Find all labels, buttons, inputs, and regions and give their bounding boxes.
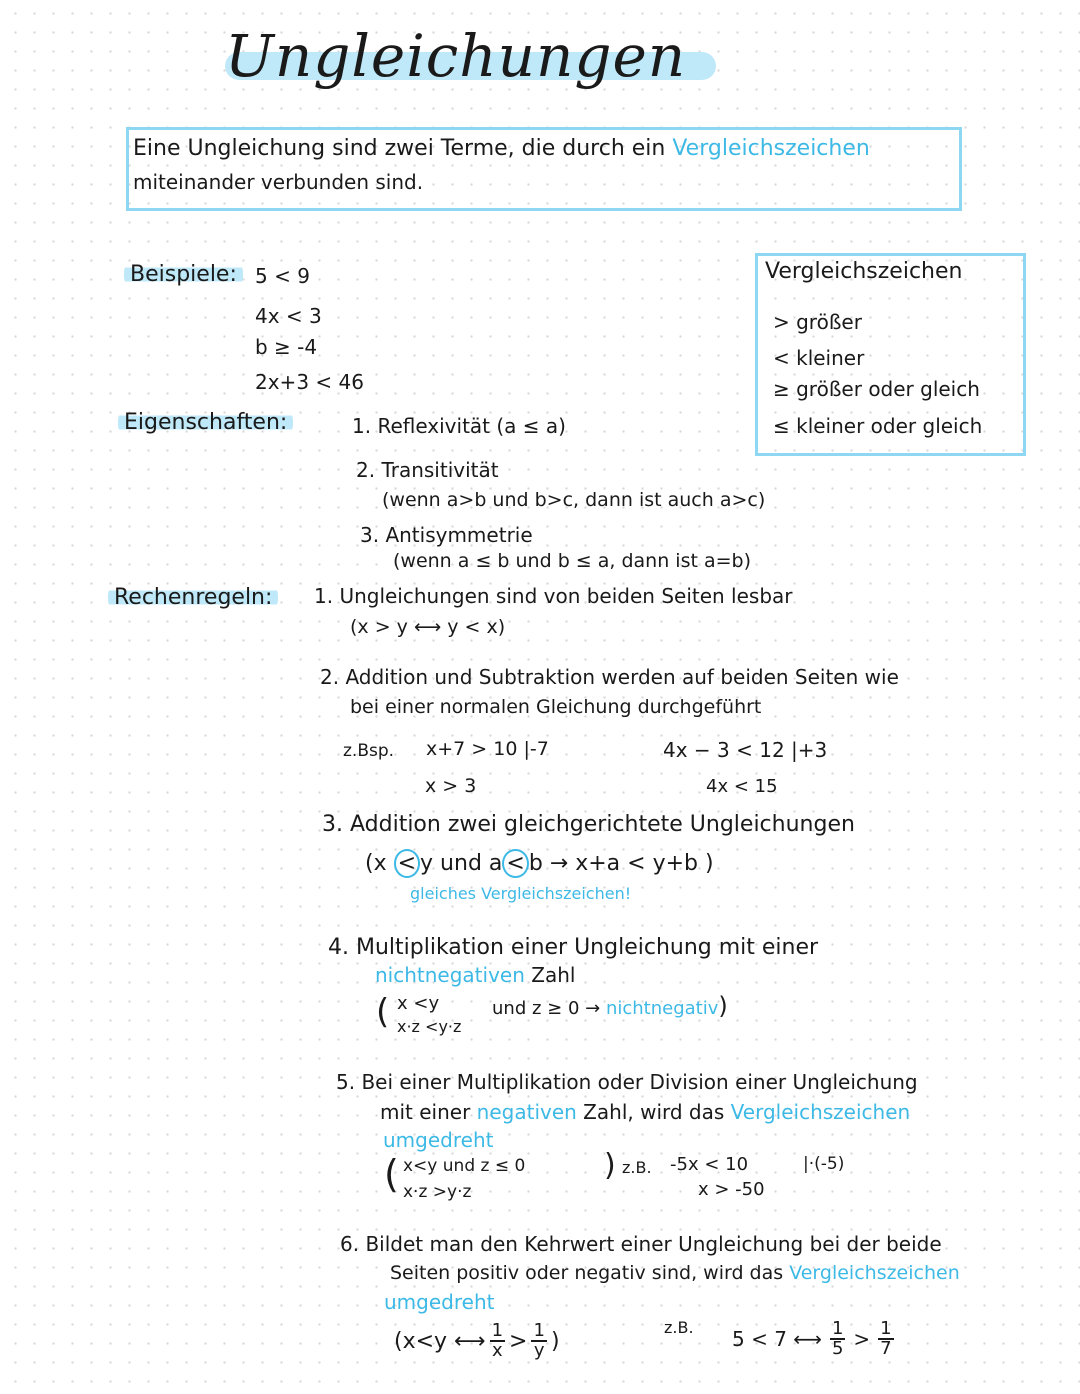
rule-4-line-2: nichtnegativen Zahl — [375, 963, 576, 987]
comparison-item: ≤ kleiner oder gleich — [773, 414, 983, 438]
definition-line-2: miteinander verbunden sind. — [133, 170, 424, 194]
example-item: 2x+3 < 46 — [255, 370, 364, 394]
rule-5-example-label: z.B. — [622, 1158, 652, 1177]
rule-5-example-op: |·(-5) — [803, 1154, 845, 1174]
rule-6-line-2: Seiten positiv oder negativ sind, wird das Vergleichszeichen — [390, 1262, 960, 1284]
rule-2-example-2a: 4x − 3 < 12 |+3 — [663, 738, 828, 762]
example-item: 5 < 9 — [255, 264, 310, 288]
page-title: Ungleichungen — [225, 22, 686, 90]
example-item: b ≥ -4 — [255, 335, 318, 359]
rule-2-example-1b: x > 3 — [425, 775, 477, 797]
rule-2-example-label: z.Bsp. — [343, 741, 395, 761]
fraction: $\frac{1}{x}$ — [491, 1320, 504, 1361]
rule-6-formula: (x<y ⟷ $\frac{1}{x}$ > $\frac{1}{y}$ ) — [394, 1320, 560, 1361]
property-2: 2. Transitivität — [356, 458, 499, 482]
rule-5-cond-a: x<y und z ≤ 0 — [403, 1156, 526, 1176]
rule-2-example-2b: 4x < 15 — [706, 776, 778, 797]
example-item: 4x < 3 — [255, 304, 322, 328]
rule-3-formula: (x < y und a < b → x+a < y+b ) — [365, 851, 714, 876]
rule-5-line-1: 5. Bei einer Multiplikation oder Division einer Ungleichung — [336, 1070, 918, 1094]
rule-5-brace-right: ) — [604, 1148, 616, 1183]
comparison-item: ≥ größer oder gleich — [773, 377, 980, 401]
rule-3-note: gleiches Vergleichszeichen! — [410, 884, 632, 903]
fraction: $\frac{1}{5}$ — [831, 1318, 844, 1359]
circled-sign: < — [394, 849, 420, 878]
rule-6-example: 5 < 7 ⟷ $\frac{1}{5}$ > $\frac{1}{7}$ — [732, 1318, 892, 1359]
property-3-detail: (wenn a ≤ b und b ≤ a, dann ist a=b) — [393, 550, 752, 572]
rule-5-line-2: mit einer negativen Zahl, wird das Vergleichszeichen — [380, 1100, 911, 1124]
property-2-detail: (wenn a>b und b>c, dann ist auch a>c) — [382, 489, 766, 511]
property-3: 3. Antisymmetrie — [360, 523, 533, 547]
examples-label: Beispiele: — [124, 262, 243, 287]
rule-1: 1. Ungleichungen sind von beiden Seiten lesbar — [314, 584, 793, 608]
comparison-box-title: Vergleichszeichen — [765, 259, 963, 284]
rule-6-line-3: umgedreht — [384, 1290, 495, 1314]
fraction: $\frac{1}{y}$ — [533, 1320, 545, 1361]
rule-5-example-b: x > -50 — [698, 1179, 765, 1200]
rule-4-brace: ( — [376, 992, 390, 1032]
fraction: $\frac{1}{7}$ — [880, 1318, 892, 1359]
circled-sign: < — [502, 849, 528, 878]
rule-5-line-3: umgedreht — [383, 1128, 494, 1152]
rule-2-line-2: bei einer normalen Gleichung durchgeführt — [350, 696, 762, 718]
rule-1-detail: (x > y ⟷ y < x) — [350, 616, 506, 638]
rules-label: Rechenregeln: — [108, 585, 278, 610]
rule-2-line-1: 2. Addition und Subtraktion werden auf beiden Seiten wie — [320, 665, 899, 689]
comparison-item: < kleiner — [773, 346, 865, 370]
rule-5-brace-left: ( — [384, 1152, 399, 1196]
rule-4-result: x·z <y·z — [397, 1017, 462, 1036]
property-1: 1. Reflexivität (a ≤ a) — [352, 414, 566, 438]
properties-label: Eigenschaften: — [118, 410, 293, 435]
rule-5-cond-b: x·z >y·z — [403, 1182, 472, 1202]
rule-3-line-1: 3. Addition zwei gleichgerichtete Ungleichungen — [322, 812, 855, 837]
comparison-item: > größer — [773, 310, 862, 334]
rule-4-cond-a: x <y — [397, 993, 440, 1014]
definition-line-1: Eine Ungleichung sind zwei Terme, die durch ein Vergleichszeichen — [133, 136, 870, 161]
rule-6-example-label: z.B. — [664, 1318, 694, 1337]
rule-6-line-1: 6. Bildet man den Kehrwert einer Ungleichung bei der beide — [340, 1232, 942, 1256]
definition-term: Vergleichszeichen — [672, 136, 870, 161]
rule-2-example-1a: x+7 > 10 |-7 — [426, 738, 549, 760]
rule-5-example-a: -5x < 10 — [670, 1154, 749, 1175]
rule-4-cond: und z ≥ 0 → nichtnegativ) — [492, 992, 728, 1020]
rule-4-line-1: 4. Multiplikation einer Ungleichung mit einer — [328, 935, 819, 960]
